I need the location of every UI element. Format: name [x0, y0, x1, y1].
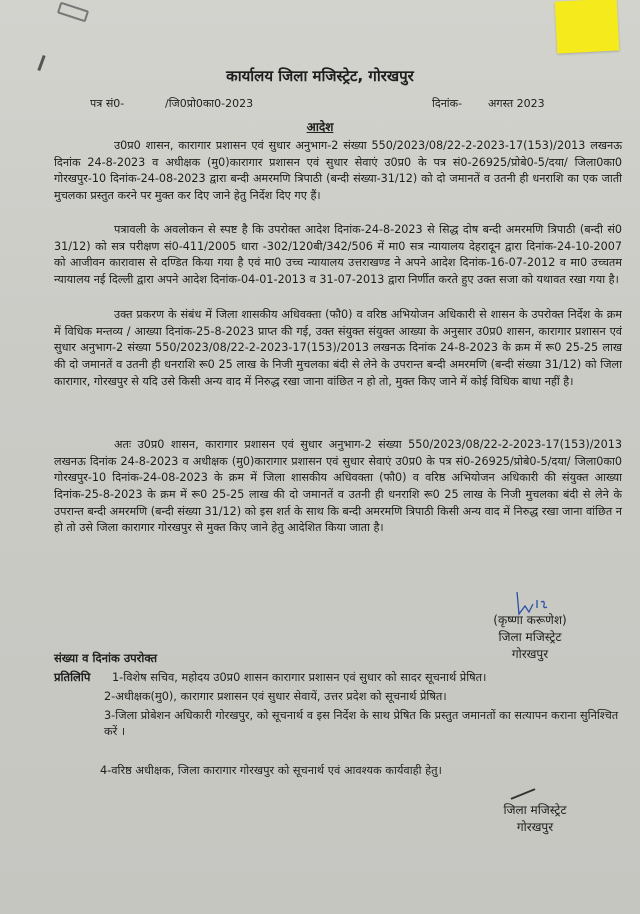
letter-number-value: /जि0प्रो0का0-2023	[165, 97, 254, 110]
copy-item-4: 4-वरिष्ठ अधीक्षक, जिला कारागार गोरखपुर को सूचनार्थ एवं आवश्यक कार्यवाही हेतु।	[100, 764, 442, 777]
signatory-block	[470, 612, 590, 663]
footer-signatory-block	[480, 802, 590, 836]
signatory-name: (कृष्णा करूणेश)	[493, 613, 567, 627]
letter-number-label: पत्र सं0-	[90, 97, 125, 110]
date-value: अगस्त 2023	[488, 97, 545, 110]
order-paragraph-3: उक्त प्रकरण के संबंध में जिला शासकीय अधिवक्ता (फौ0) व वरिष्ठ अभियोजन अधिकारी से शासन के उपरोक्त निर्देश के क्रम में विधिक मन्तव्य / आख्या दिनांक-25-8-2023 प्राप्त की गई, उक्त संयुक्त संयुक्त आख्या के अनुसार उ0प्र0 शासन, कारागार प्रशासन एवं सुधार अनुभाग-2 संख्या 550/2023/08/22-2-2023-17(153)/2013 लखनऊ दिनांक 24-8-2023 के क्रम में रू0 25-25 लाख की दो जमानतें व उतनी ही धनराशि रू0 25 लाख के निजी मुचलका बंदी से लेने के उपरान्त बन्दी अमरमणि (बन्दी संख्या 31/12) को जिला कारागार, गोरखपुर से यदि उसे किसी अन्य वाद में निरुद्ध रखा जाना वांछित न हो तो, मुक्त किए जाने में कोई विधिक बाधा नहीं है।	[54, 308, 622, 388]
copy-subheading: संख्या व दिनांक उपरोक्त	[54, 651, 158, 665]
order-heading: आदेश	[306, 120, 334, 134]
order-paragraph-2: पत्रावली के अवलोकन से स्पष्ट है कि उपरोक्त आदेश दिनांक-24-8-2023 से सिद्ध दोष बन्दी अमरमणि त्रिपाठी (बन्दी सं0 31/12) को सत्र परीक्षण सं0-411/2005 धारा -302/120बी/342/506 में मा0 सत्र न्यायालय देहरादून द्वारा दिनांक-24-10-2007 को आजीवन कारावास से दण्डित किया गया है एवं मा0 उच्च न्यायालय उत्तराखण्ड ने अपने आदेश दिनांक-16-07-2012 व मा0 उच्चतम न्यायालय नई दिल्ली द्वारा अपने आदेश दिनांक-04-01-2013 व 31-07-2013 द्वारा निर्णीत करते हुए उक्त सजा को यथावत रखा गया है।	[54, 223, 622, 286]
copy-item-1: 1-विशेष सचिव, महोदय उ0प्र0 शासन कारागार प्रशासन एवं सुधार को सादर सूचनार्थ प्रेषित।	[112, 671, 487, 684]
date-label: दिनांक-	[432, 97, 463, 110]
signature-stroke	[511, 788, 536, 800]
signatory-place: गोरखपुर	[511, 647, 549, 661]
staple-mark	[57, 2, 89, 23]
copy-item-3: 3-जिला प्रोबेशन अधिकारी गोरखपुर, को सूचनार्थ व इस निर्देश के साथ प्रेषित कि प्रस्तुत जमानतों का सत्यापन कराना सुनिश्चित करें ।	[104, 709, 619, 738]
copy-label: प्रतिलिपि	[54, 670, 91, 684]
office-title: कार्यालय जिला मजिस्ट्रेट, गोरखपुर	[226, 67, 414, 85]
signatory-designation: जिला मजिस्ट्रेट	[498, 630, 562, 644]
order-paragraph-4: अतः उ0प्र0 शासन, कारागार प्रशासन एवं सुधार अनुभाग-2 संख्या 550/2023/08/22-2-2023-17(153)/2013 लखनऊ दिनांक 24-8-2023 व अधीक्षक (मु0)कारागार प्रशासन एवं सुधार सेवाएं उ0प्र0 के पत्र सं0-26925/प्रोबे0-5/दया/ जिला0का0 गोरखपुर-10 दिनांक-24-08-2023 के क्रम में जिला शासकीय अधिवक्ता (फौ0) व वरिष्ठ अभियोजन अधिकारी की संयुक्त आख्या दिनांक-25-8-2023 के क्रम में रू0 25-25 लाख की दो जमानतें व उतनी ही धनराशि रू0 25 लाख के निजी मुचलका बंदी से लेने के उपरान्त बन्दी अमरमणि (बन्दी संख्या 31/12) को इस शर्त के साथ कि बन्दी अमरमणि त्रिपाठी किसी अन्य वाद में निरुद्ध रखा जाना वांछित न हो तो उसे जिला कारागार गोरखपुर से मुक्त किए जाने हेतु आदेशित किया जाता है।	[54, 438, 622, 535]
footer-designation: जिला मजिस्ट्रेट	[503, 803, 567, 817]
order-paragraph-1: उ0प्र0 शासन, कारागार प्रशासन एवं सुधार अनुभाग-2 संख्या 550/2023/08/22-2-2023-17(153)/2013 लखनऊ दिनांक 24-8-2023 व अधीक्षक (मु0)कारागार प्रशासन एवं सुधार सेवाएं उ0प्र0 के पत्र सं0-26925/प्रोबे0-5/दया/ जिला0का0 गोरखपुर-10 दिनांक-24-08-2023 द्वारा बन्दी अमरमणि त्रिपाठी (बन्दी संख्या-31/12) को दो जमानतें व उतनी ही धनराशि का एक जाती मुचलका प्रस्तुत करने पर मुक्त कर दिए जाने हेतु निर्देश दिए गए हैं।	[54, 139, 622, 202]
sticky-note	[555, 0, 620, 54]
footer-place: गोरखपुर	[516, 820, 554, 834]
copy-item-2: 2-अधीक्षक(मु0), कारागार प्रशासन एवं सुधार सेवायें, उत्तर प्रदेश को सूचनार्थ प्रेषित।	[104, 690, 447, 703]
